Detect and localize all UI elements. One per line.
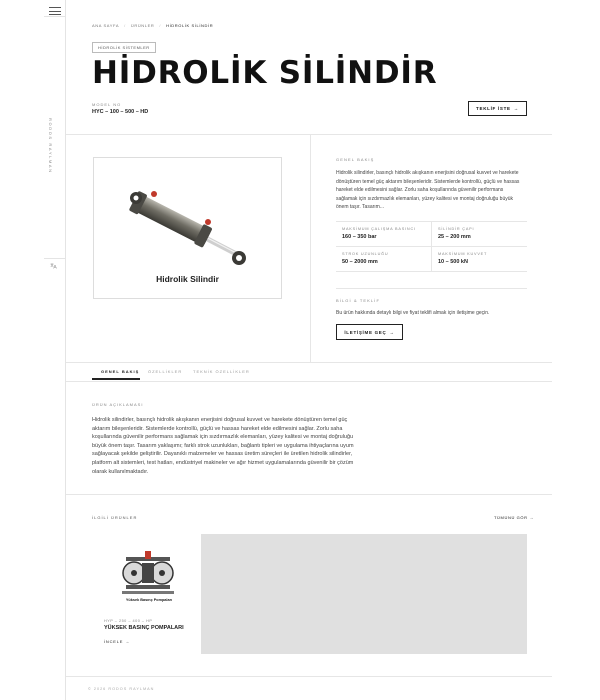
spec-label: STROK UZUNLUĞU	[342, 252, 389, 256]
arrow-right-icon: →	[125, 639, 130, 644]
spec-value: 10 – 500 kN	[438, 259, 468, 265]
tab-overview[interactable]: GENEL BAKIŞ	[101, 369, 140, 374]
spec-row	[336, 246, 527, 272]
divider	[66, 494, 552, 495]
divider	[66, 134, 552, 135]
spec-label: SİLİNDİR ÇAPI	[438, 227, 475, 231]
page-title: HİDROLİK SİLİNDİR	[92, 55, 438, 91]
breadcrumb-home[interactable]: ANA SAYFA	[92, 23, 120, 28]
spec-cell	[431, 247, 527, 271]
spec-grid	[336, 221, 527, 272]
menu-icon[interactable]	[49, 6, 61, 16]
model-value: HYC – 100 – 500 – HD	[92, 109, 149, 115]
related-image-caption: Yüksek Basınç Pompaları	[125, 598, 173, 602]
image-placeholder	[201, 534, 527, 654]
see-all-link[interactable]	[494, 515, 534, 520]
related-product-code: HYP – 250 – 400 – HP	[104, 619, 153, 623]
info-text: Bu ürün hakkında detaylı bilgi ve fiyat teklifi almak için iletişime geçin.	[336, 310, 490, 316]
contact-button-label: İLETİŞİME GEÇ	[344, 329, 387, 335]
spec-cell	[431, 222, 527, 246]
product-image	[93, 157, 282, 299]
breadcrumb-products[interactable]: ÜRÜNLER	[130, 23, 155, 28]
active-tab-indicator	[92, 378, 140, 380]
request-quote-button[interactable]	[468, 101, 527, 116]
breadcrumb-separator: /	[159, 23, 162, 28]
rail-divider	[44, 16, 66, 17]
language-icon[interactable]	[50, 263, 57, 271]
model-label: MODEL NO	[92, 102, 122, 107]
column-divider	[310, 135, 311, 362]
spec-cell	[336, 222, 431, 246]
tab-technical[interactable]: TEKNİK ÖZELLİKLER	[193, 369, 250, 374]
spec-label: MAKSİMUM ÇALIŞMA BASINCI	[342, 227, 416, 231]
related-product-title[interactable]: YÜKSEK BASINÇ POMPALARI	[104, 625, 184, 631]
footer-copyright: © 2026 RODOS RAYLMAN	[88, 687, 155, 691]
spec-value: 50 – 2000 mm	[342, 259, 378, 265]
divider	[336, 288, 527, 289]
info-section-label: BİLGİ & TEKLİF	[336, 298, 381, 303]
breadcrumb-separator: /	[124, 23, 126, 28]
overview-text: Hidrolik silindirler, basınçlı hidrolik akışkanın enerjisini doğrusal kuvvet ve harekete dönüştüren temel güç aktarım bileşenleridir. Sistemlerde kontrollü, güçlü ve hassas hareket elde edilmesini sağlar. Zorlu saha koşullarında güvenilir performans sağlamak için sızdırmazlık elemanları, yüzey kalitesi ve montaj doğruluğu büyük önem taşır. Tasarım yaklaşımı; farklı strok uzunlukları, bağlantı tipleri ve uygulama ihtiyaçlarına uyum sağlayacak şekilde geliştirilir. Dayanıklı malzemeler ve hassas üretim süreçleri ile üretilen hidrolik silindirler, platform alt sistemleri, test hatları, endüstriyel makineler ve ağır hizmet uygulamalarında güvenilir bir çözüm olarak kullanılmaktadır.	[92, 417, 354, 475]
divider	[66, 676, 552, 677]
spec-value: 160 – 350 bar	[342, 234, 377, 240]
review-link[interactable]	[104, 639, 130, 644]
image-caption: Hidrolik Silindir	[156, 274, 219, 284]
spec-value: 25 – 200 mm	[438, 234, 471, 240]
arrow-right-icon: →	[389, 329, 395, 335]
rail-divider	[44, 258, 66, 259]
spec-row	[336, 221, 527, 246]
tab-features[interactable]: ÖZELLİKLER	[148, 369, 183, 374]
review-label: İNCELE	[104, 639, 124, 644]
related-products-label: İLGİLİ ÜRÜNLER	[92, 515, 138, 520]
contact-button[interactable]	[336, 324, 403, 340]
arrow-right-icon: →	[513, 106, 519, 111]
description-label: ÜRÜN AÇIKLAMASI	[92, 402, 144, 407]
request-quote-label: TEKLİF İSTE	[476, 106, 511, 111]
breadcrumb-current: HİDROLİK SİLİNDİR	[166, 23, 214, 28]
side-rail	[0, 0, 66, 700]
arrow-right-icon: →	[529, 515, 534, 520]
overview-section-label: GENEL BAKIŞ	[336, 157, 375, 162]
spec-cell	[336, 247, 431, 271]
product-description: Hidrolik silindirler, basınçlı hidrolik akışkanın enerjisini doğrusal kuvvet ve harekete dönüştüren temel güç aktarım bileşenleridir. Sistemlerde kontrollü, güçlü ve hassas hareket elde edilmesini sağlar. Zorlu saha koşullarında güvenilir performans sağlamak için sızdırmazlık elemanları, yüzey kalitesi ve montaj doğruluğu büyük önem taşır. Tasarım...	[336, 170, 520, 211]
see-all-label: TÜMÜNÜ GÖR	[494, 515, 528, 520]
rail-brand: RODOS RAYLMAN	[48, 118, 53, 174]
pump-illustration	[112, 547, 184, 597]
hydraulic-cylinder-illustration	[124, 184, 254, 266]
spec-label: MAKSİMUM KUVVET	[438, 252, 488, 256]
breadcrumb	[92, 23, 213, 28]
category-tag: HİDROLİK SİSTEMLER	[92, 42, 156, 53]
